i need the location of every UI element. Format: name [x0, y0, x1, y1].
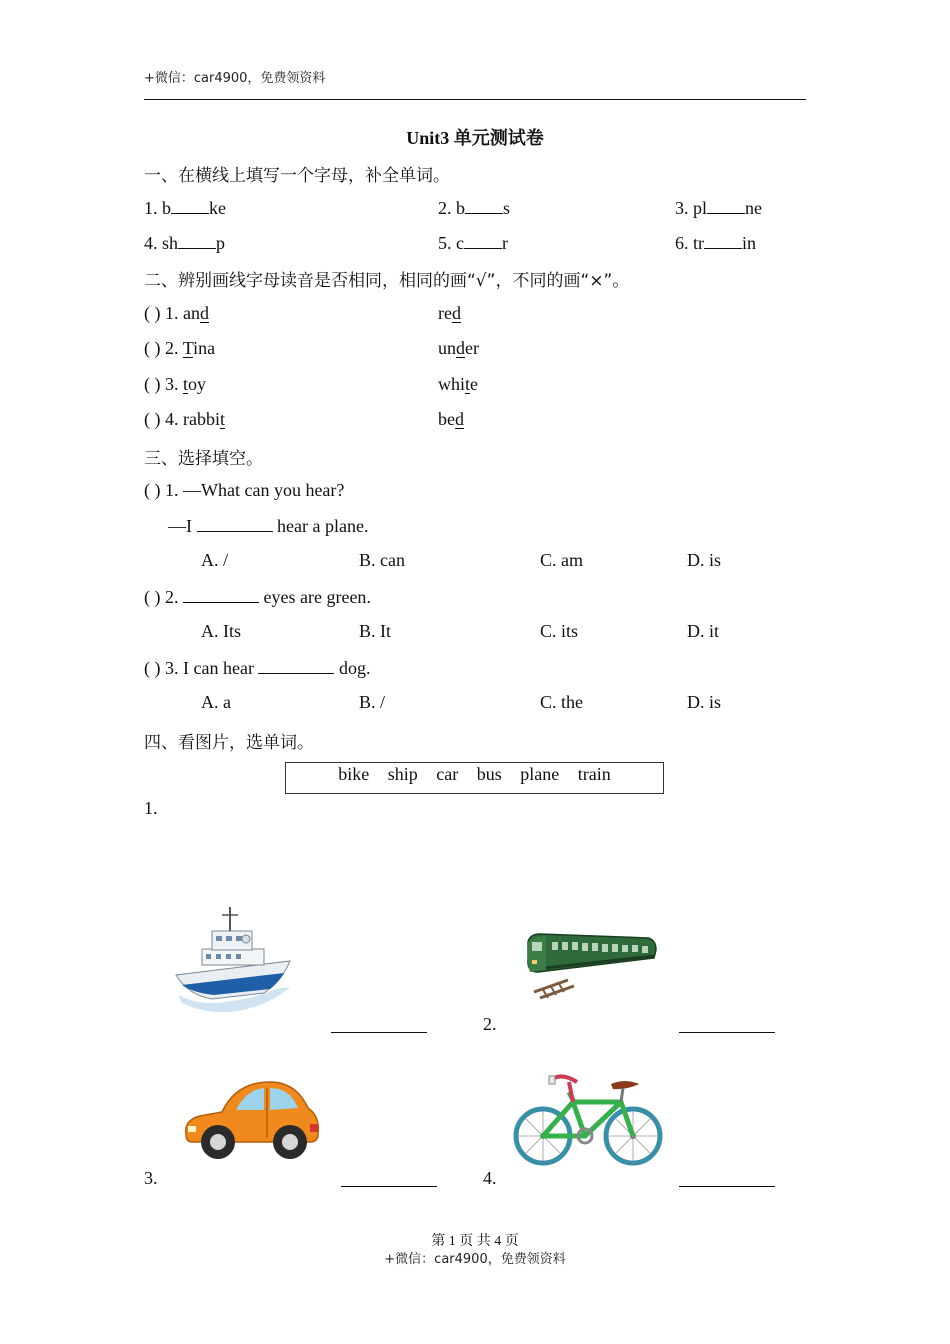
q2-option-d: D. it: [687, 621, 720, 641]
q3-option-a: A. a: [201, 692, 231, 712]
q3-option-d: D. is: [687, 692, 722, 712]
car-picture: [178, 1076, 323, 1164]
q3-option-c: C. the: [540, 692, 583, 712]
word-bank: bike ship car bus plane train: [285, 762, 664, 794]
train-rails: [534, 980, 574, 998]
page-number: 第 1 页 共 4 页: [431, 1234, 519, 1249]
train-front: [527, 936, 546, 972]
q1-stem: ( ) 1. —What can you hear?: [144, 480, 345, 500]
phonics-row-4-word1: ( ) 4. rabbit: [144, 409, 225, 429]
fill-item-2: 2. b s: [438, 198, 511, 218]
bike-seat: [611, 1081, 639, 1089]
phonics-row-2-word2: under: [438, 338, 479, 358]
fill-item-6: 6. tr in: [675, 233, 757, 253]
train-picture: [520, 928, 660, 1003]
phonics-row-2-word1: ( ) 2. Tina: [144, 338, 216, 358]
bike-picture: [503, 1058, 675, 1182]
header-note: +微信：car4900，免费领资料: [144, 71, 326, 86]
section4-heading: 四、看图片，选单词。: [144, 733, 314, 753]
q3-option-b: B. /: [359, 692, 386, 712]
q2-option-b: B. It: [359, 621, 392, 641]
fill-item-5: 5. c r: [438, 233, 508, 253]
picture-label-3: 3.: [144, 1168, 158, 1188]
header-rule: [144, 99, 806, 100]
phonics-row-3-word2: white: [438, 374, 479, 394]
answer-blank-1[interactable]: [331, 1016, 427, 1033]
ship-deck: [202, 949, 264, 965]
section2-heading: 二、辨别画线字母读音是否相同，相同的画“√”，不同的画“×”。: [144, 271, 630, 291]
q1-line2: —I hear a plane.: [168, 516, 369, 536]
fill-item-3: 3. pl ne: [675, 198, 763, 218]
q1-option-a: A. /: [201, 550, 228, 570]
footer-note: +微信：car4900，免费领资料: [384, 1252, 566, 1267]
q1-option-c: C. am: [540, 550, 583, 570]
q2-stem: ( ) 2. eyes are green.: [144, 587, 371, 607]
answer-blank-2[interactable]: [679, 1016, 775, 1033]
fill-item-1: 1. b ke: [144, 198, 226, 218]
picture-label-1: 1.: [144, 798, 158, 818]
q2-option-a: A. Its: [201, 621, 241, 641]
page-title: Unit3 单元测试卷: [406, 128, 544, 148]
section1-heading: 一、在横线上填写一个字母，补全单词。: [144, 166, 450, 186]
section3-heading: 三、选择填空。: [144, 449, 263, 469]
phonics-row-1-word1: ( ) 1. and: [144, 303, 209, 323]
q1-option-b: B. can: [359, 550, 405, 570]
q1-option-d: D. is: [687, 550, 722, 570]
phonics-row-1-word2: red: [438, 303, 461, 323]
answer-blank-4[interactable]: [679, 1170, 775, 1187]
phonics-row-4-word2: bed: [438, 409, 464, 429]
phonics-row-3-word1: ( ) 3. toy: [144, 374, 207, 394]
q3-stem: ( ) 3. I can hear dog.: [144, 658, 371, 678]
picture-label-2: 2.: [483, 1014, 497, 1034]
fill-item-4: 4. sh p: [144, 233, 226, 253]
ship-picture: [172, 903, 297, 1018]
picture-label-4: 4.: [483, 1168, 497, 1188]
q2-option-c: C. its: [540, 621, 579, 641]
answer-blank-3[interactable]: [341, 1170, 437, 1187]
train-body: [528, 934, 656, 972]
